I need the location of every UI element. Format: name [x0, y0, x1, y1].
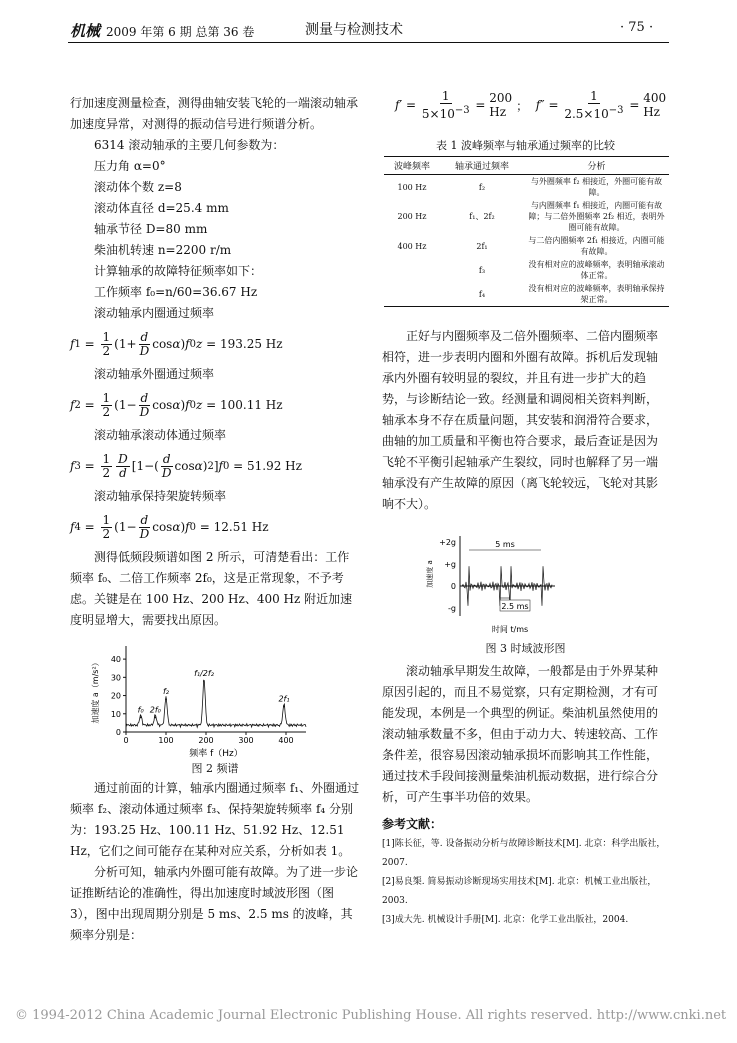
peak-label: f₂ [162, 687, 170, 697]
table-cell: 与内圈频率 f₁ 相接近，内圈可能有故障；与二倍外圈频率 2f₂ 相近，表明外圈可能有故障。 [528, 201, 665, 232]
table-row [384, 175, 669, 200]
table-1-caption: 表 1 波峰频率与轴承通过频率的比较 [436, 139, 615, 152]
table-cell: f₄ [440, 282, 524, 307]
formula-f1: f 1 = $\frac{1}{2}$ (1+ $\frac{d}{D}$ cos α ) f 0 z = 193.25 Hz [70, 329, 283, 358]
x-axis-label: 时间 t/ms [491, 625, 529, 634]
table-header: 波峰频率 [384, 157, 440, 175]
table-cell: 100 Hz [397, 182, 427, 192]
y-tick-label: -g [448, 604, 456, 613]
reference-item: [1]陈长征，等. 设备振动分析与故障诊断技术[M]. 北京：科学出版社，2007. [382, 839, 666, 868]
table-header: 分析 [524, 157, 669, 175]
y-tick-label: 0 [115, 728, 121, 737]
section-title: 测量与检测技术 [305, 22, 403, 38]
equation-frequencies: f ′ = $\frac{1}{5\times 10^{-3}}$ = 200 Hz ； f ″ = $\frac{1}{2.5\times 10^{-3}}$ = 400 Hz [395, 88, 667, 121]
references-title: 参考文献： [382, 817, 443, 831]
table-cell: 400 Hz [397, 241, 427, 251]
page-number: · 75 · [620, 20, 654, 35]
table-cell: 200 Hz [397, 212, 427, 221]
peak-point [203, 680, 205, 682]
y-axis-label: 加速度 a（m/s²） [91, 658, 100, 724]
peak-point [154, 717, 156, 719]
label-cage: 滚动轴承保持架旋转频率 [94, 489, 227, 503]
figure-3-caption: 图 3 时域波形图 [485, 642, 566, 655]
table-row [384, 282, 669, 307]
table-row [384, 258, 669, 282]
references [382, 835, 669, 930]
right-column-lower [382, 661, 669, 930]
copyright-footer: © 1994-2012 China Academic Journal Electronic Publishing House. All rights reserved. http://www.cnki.net [15, 1008, 727, 1023]
paragraph: 通过前面的计算，轴承内圈通过频率 f₁、外圈通过频率 f₂、滚动体通过频率 f₃、保持架旋转频率 f₄ 分别为：193.25 Hz、100.11 Hz、51.92 Hz、12.51 Hz，它们之间可能存在某种对应关系，分析如表 1。 [70, 781, 360, 858]
running-header-journal [70, 20, 254, 41]
y-tick-label: +2g [439, 538, 456, 547]
time-waveform-chart [420, 528, 560, 636]
x-axis-label: 频率 f（Hz） [189, 749, 243, 758]
table-cell: 2f₁ [476, 241, 488, 251]
param-item: 滚动体个数 z=8 [94, 180, 182, 194]
table-header: 轴承通过频率 [440, 157, 524, 175]
peak-label: f₁/2f₂ [194, 668, 214, 678]
y-tick-label: 10 [110, 709, 121, 719]
table-cell: 没有相对应的波峰频率，表明轴承滚动体正常。 [528, 260, 665, 280]
right-column [382, 326, 669, 515]
y-tick-label: 40 [110, 655, 121, 665]
paragraph: 滚动轴承早期发生故障，一般都是由于外界某种原因引起的，而且不易觉察，只有定期检测，才有可能发现，本例是一个典型的例证。柴油机虽然使用的滚动轴承数量不多，但由于动力大、转速较高、工作条件差，很容易因滚动轴承损坏而影响其工作性能，通过技术手段间接测量柴油机振动数据，进行综合分析，可产生事半功倍的效果。 [382, 664, 659, 804]
label-inner-race: 滚动轴承内圈通过频率 [94, 306, 215, 320]
param-item: 轴承节径 D=80 mm [94, 222, 208, 236]
reference-item: [3]成大先. 机械设计手册[M]. 北京：化学工业出版社，2004. [382, 915, 629, 925]
peak-label: 2f₁ [278, 694, 290, 704]
header-rule [68, 42, 669, 43]
period-label: 2.5 ms [501, 602, 529, 611]
peak-label: f₀ [137, 705, 144, 715]
x-tick-label: 400 [278, 736, 294, 745]
param-item: 柴油机转速 n=2200 r/m [94, 243, 232, 257]
figure-2-caption: 图 2 频谱 [191, 762, 239, 775]
table-cell: f₂ [478, 182, 486, 192]
paragraph: 正好与内圈频率及二倍外圈频率、二倍内圈频率相符，进一步表明内圈和外圈有故障。拆机后发现轴承内外圈有较明显的裂纹，并且有进一步扩大的趋势，与诊断结论一致。经测量和调阅相关资料判断，轴承本身不存在质量问题，其安装和润滑符合要求，曲轴的加工质量和平衡也符合要求，最后查证是因为飞轮不平衡引起轴承产生裂纹，同时也解释了另一端轴承没有产生故障的原因（离飞轮较远，飞轮对其影响不大）。 [382, 329, 659, 511]
issue-info: 2009 年第 6 期 总第 36 卷 [106, 25, 255, 39]
table-cell: 没有相对应的波峰频率，表明轴承保持架正常。 [524, 282, 669, 307]
y-tick-label: 30 [110, 673, 121, 683]
formula-f4: f 4 = $\frac{1}{2}$ (1− $\frac{d}{D}$ cos α ) f 0 = 12.51 Hz [70, 512, 269, 541]
period-label: 5 ms [495, 540, 515, 549]
table-1 [384, 156, 669, 307]
paragraph: 行加速度测量检查，测得曲轴安装飞轮的一端滚动轴承加速度异常，对测得的振动信号进行频谱分析。 [70, 96, 359, 131]
spectrum-chart [88, 640, 318, 758]
x-tick-label: 0 [123, 736, 129, 745]
y-tick-label: 0 [450, 582, 456, 591]
param-item: 滚动体直径 d=25.4 mm [94, 201, 229, 215]
label-rolling-element: 滚动轴承滚动体通过频率 [94, 428, 227, 442]
spectrum-line [126, 681, 306, 728]
formula-f3: f 3 = $\frac{1}{2}$ $\frac{D}{d}$ [1−( $\frac{d}{D}$ cos α ) 2 ] f 0 = 51.92 Hz [70, 451, 302, 480]
table-cell: f₁、2f₂ [469, 212, 495, 221]
peak-point [140, 717, 142, 719]
param-item: 压力角 α=0° [94, 159, 166, 173]
paragraph: 计算轴承的故障特征频率如下： [94, 264, 263, 278]
paragraph: 测得低频段频谱如图 2 所示，可清楚看出：工作频率 f₀、二倍工作频率 2f₀，这是正常现象，不予考虑。关键是在 100 Hz、200 Hz、400 Hz 附近加速度明显增大，需要找出原因。 [70, 550, 353, 627]
x-tick-label: 300 [238, 736, 254, 745]
peak-label: 2f₀ [149, 705, 161, 715]
reference-item: [2]易良榘. 简易振动诊断现场实用技术[M]. 北京：机械工业出版社，2003. [382, 877, 657, 906]
peak-point [165, 698, 167, 700]
table-row [384, 199, 669, 234]
paragraph: 分析可知，轴承内外圈可能有故障。为了进一步论证推断结论的准确性，得出加速度时域波形图（图 3），图中出现周期分别是 5 ms、2.5 ms 的波峰，其频率分别是： [70, 865, 359, 942]
x-tick-label: 200 [198, 736, 214, 745]
paragraph: 6314 滚动轴承的主要几何参数为： [94, 138, 285, 152]
y-tick-label: 20 [110, 691, 121, 701]
journal-name: 机械 [70, 22, 101, 40]
formula-f2: f 2 = $\frac{1}{2}$ (1− $\frac{d}{D}$ cos α ) f 0 z = 100.11 Hz [70, 390, 283, 419]
left-column-lower [70, 778, 360, 946]
y-axis-label: 加速度 a [426, 560, 434, 588]
peak-point [283, 706, 285, 708]
table-cell: 与二倍内圈频率 2f₁ 相接近，内圈可能有故障。 [528, 236, 665, 256]
table-cell [384, 282, 440, 307]
work-frequency: 工作频率 f₀=n/60=36.67 Hz [94, 285, 258, 299]
table-cell [384, 258, 440, 282]
table-row [384, 234, 669, 258]
left-column [70, 93, 360, 631]
y-tick-label: +g [444, 560, 456, 569]
label-outer-race: 滚动轴承外圈通过频率 [94, 367, 215, 381]
table-cell: f₃ [478, 265, 486, 275]
x-tick-label: 100 [158, 736, 174, 745]
table-cell: 与外圈频率 f₂ 相接近，外圈可能有故障。 [530, 177, 663, 197]
